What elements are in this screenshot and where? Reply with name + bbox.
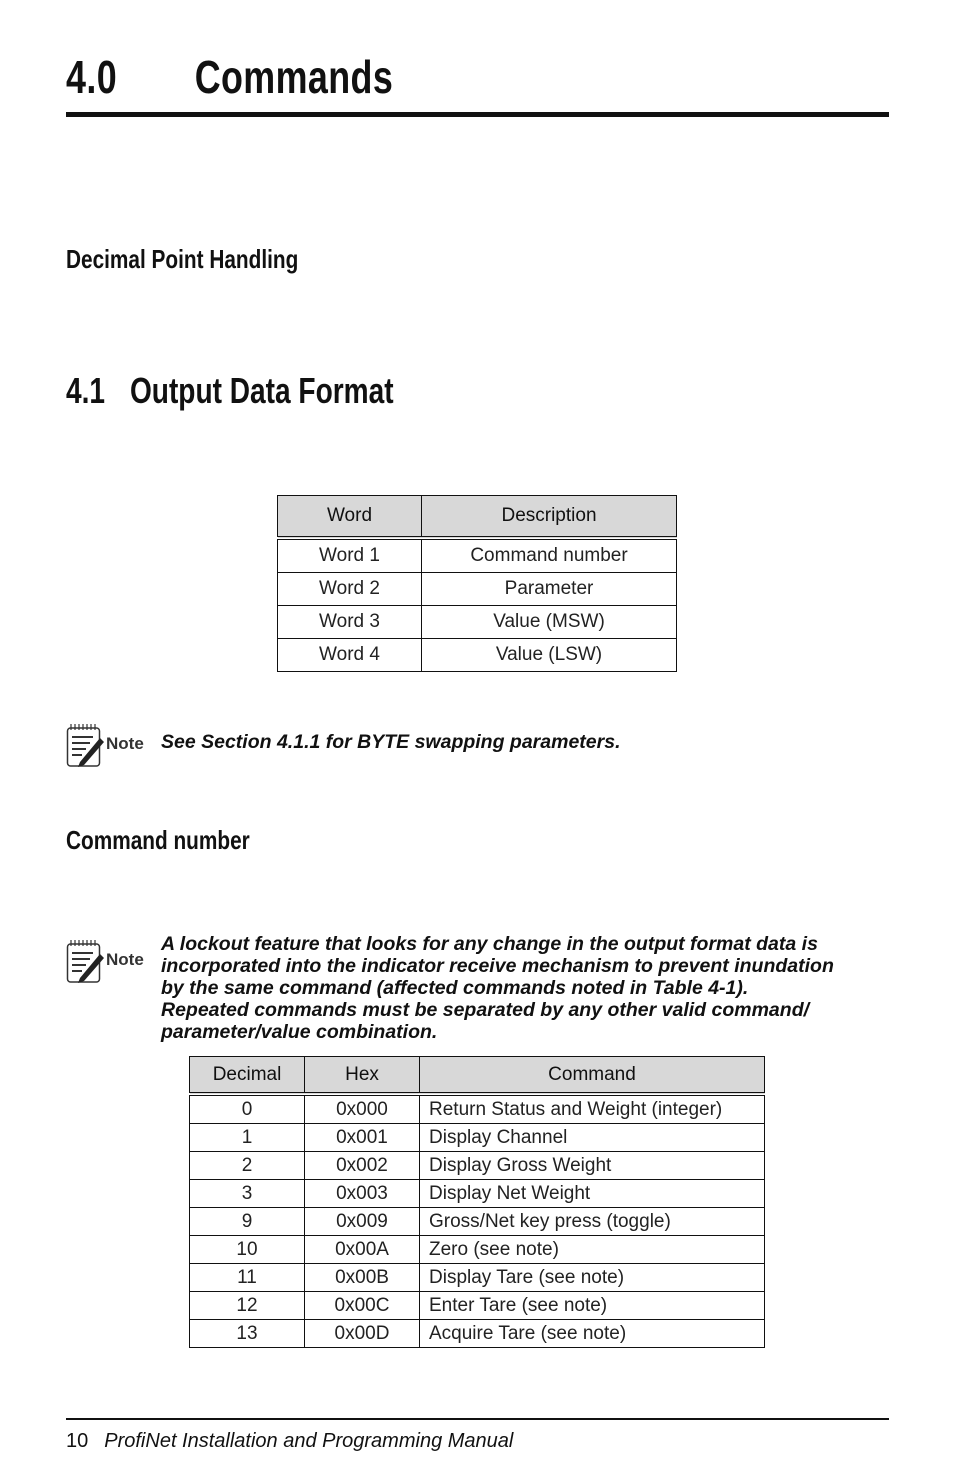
table-row	[190, 1180, 765, 1208]
note-line: A lockout feature that looks for any change in the output format data is	[161, 933, 818, 955]
table-row	[190, 1208, 765, 1236]
table-row	[190, 1152, 765, 1180]
table-cell: Value (LSW)	[422, 639, 677, 672]
note-line: Repeated commands must be separated by any other valid command/	[161, 999, 810, 1021]
table-row	[278, 538, 677, 573]
table-cell: Display Tare (see note)	[420, 1264, 765, 1292]
note-text: See Section 4.1.1 for BYTE swapping parameters.	[161, 731, 621, 753]
table-cell: 0x00C	[305, 1292, 420, 1320]
manual-title: ProfiNet Installation and Programming Manual	[104, 1430, 514, 1452]
table-cell: Display Gross Weight	[420, 1152, 765, 1180]
table-row	[190, 1264, 765, 1292]
output-format-table	[277, 495, 677, 672]
table-cell: 0x003	[305, 1180, 420, 1208]
column-header: Decimal	[190, 1057, 305, 1095]
table-cell: 11	[190, 1264, 305, 1292]
table-cell: 10	[190, 1236, 305, 1264]
table-cell: Word 4	[278, 639, 422, 672]
table-cell: 1	[190, 1124, 305, 1152]
column-header: Command	[420, 1057, 765, 1095]
table-row	[190, 1236, 765, 1264]
note-text	[161, 933, 901, 1043]
table-cell: Display Net Weight	[420, 1180, 765, 1208]
table-cell: 0	[190, 1094, 305, 1124]
note-icon	[66, 938, 152, 986]
section-number: 4.1	[66, 370, 106, 411]
column-header: Description	[422, 496, 677, 539]
subheading-command-number: Command number	[66, 825, 250, 855]
column-header: Word	[278, 496, 422, 539]
table-cell: 13	[190, 1320, 305, 1348]
table-cell: Zero (see note)	[420, 1236, 765, 1264]
note-line: by the same command (affected commands noted in Table 4-1).	[161, 977, 749, 999]
note-line: parameter/value combination.	[161, 1021, 438, 1043]
chapter-heading	[66, 50, 393, 104]
table-row	[190, 1094, 765, 1124]
table-cell: 0x00B	[305, 1264, 420, 1292]
table-cell: Value (MSW)	[422, 606, 677, 639]
table-row	[190, 1124, 765, 1152]
chapter-number: 4.0	[66, 51, 118, 103]
table-cell: 9	[190, 1208, 305, 1236]
table-cell: 0x00A	[305, 1236, 420, 1264]
page-footer	[66, 1429, 513, 1453]
table-cell: 0x002	[305, 1152, 420, 1180]
table-cell: 0x000	[305, 1094, 420, 1124]
table-header-row	[278, 496, 677, 539]
section-title: Output Data Format	[129, 370, 394, 411]
table-cell: 2	[190, 1152, 305, 1180]
footer-rule	[66, 1418, 889, 1420]
commands-table	[189, 1056, 765, 1348]
section-heading	[66, 370, 394, 412]
table-row	[190, 1320, 765, 1348]
note-label: Note	[106, 950, 144, 969]
table-row	[190, 1292, 765, 1320]
table-cell: Return Status and Weight (integer)	[420, 1094, 765, 1124]
table-cell: Display Channel	[420, 1124, 765, 1152]
table-row	[278, 573, 677, 606]
chapter-rule	[66, 112, 889, 117]
page-number: 10	[66, 1430, 89, 1452]
table-cell: 0x001	[305, 1124, 420, 1152]
table-cell: 0x009	[305, 1208, 420, 1236]
table-cell: Gross/Net key press (toggle)	[420, 1208, 765, 1236]
table-cell: Command number	[422, 538, 677, 573]
subheading-decimal-point-handling: Decimal Point Handling	[66, 244, 299, 274]
table-header-row	[190, 1057, 765, 1095]
chapter-title: Commands	[194, 51, 394, 103]
table-cell: Parameter	[422, 573, 677, 606]
table-cell: 3	[190, 1180, 305, 1208]
column-header: Hex	[305, 1057, 420, 1095]
table-cell: Word 3	[278, 606, 422, 639]
table-row	[278, 639, 677, 672]
table-cell: 0x00D	[305, 1320, 420, 1348]
table-cell: Word 1	[278, 538, 422, 573]
table-cell: Word 2	[278, 573, 422, 606]
note-line: incorporated into the indicator receive mechanism to prevent inundation	[161, 955, 834, 977]
table-cell: Acquire Tare (see note)	[420, 1320, 765, 1348]
table-cell: Enter Tare (see note)	[420, 1292, 765, 1320]
note-icon	[66, 722, 152, 770]
note-label: Note	[106, 734, 144, 753]
table-row	[278, 606, 677, 639]
table-cell: 12	[190, 1292, 305, 1320]
